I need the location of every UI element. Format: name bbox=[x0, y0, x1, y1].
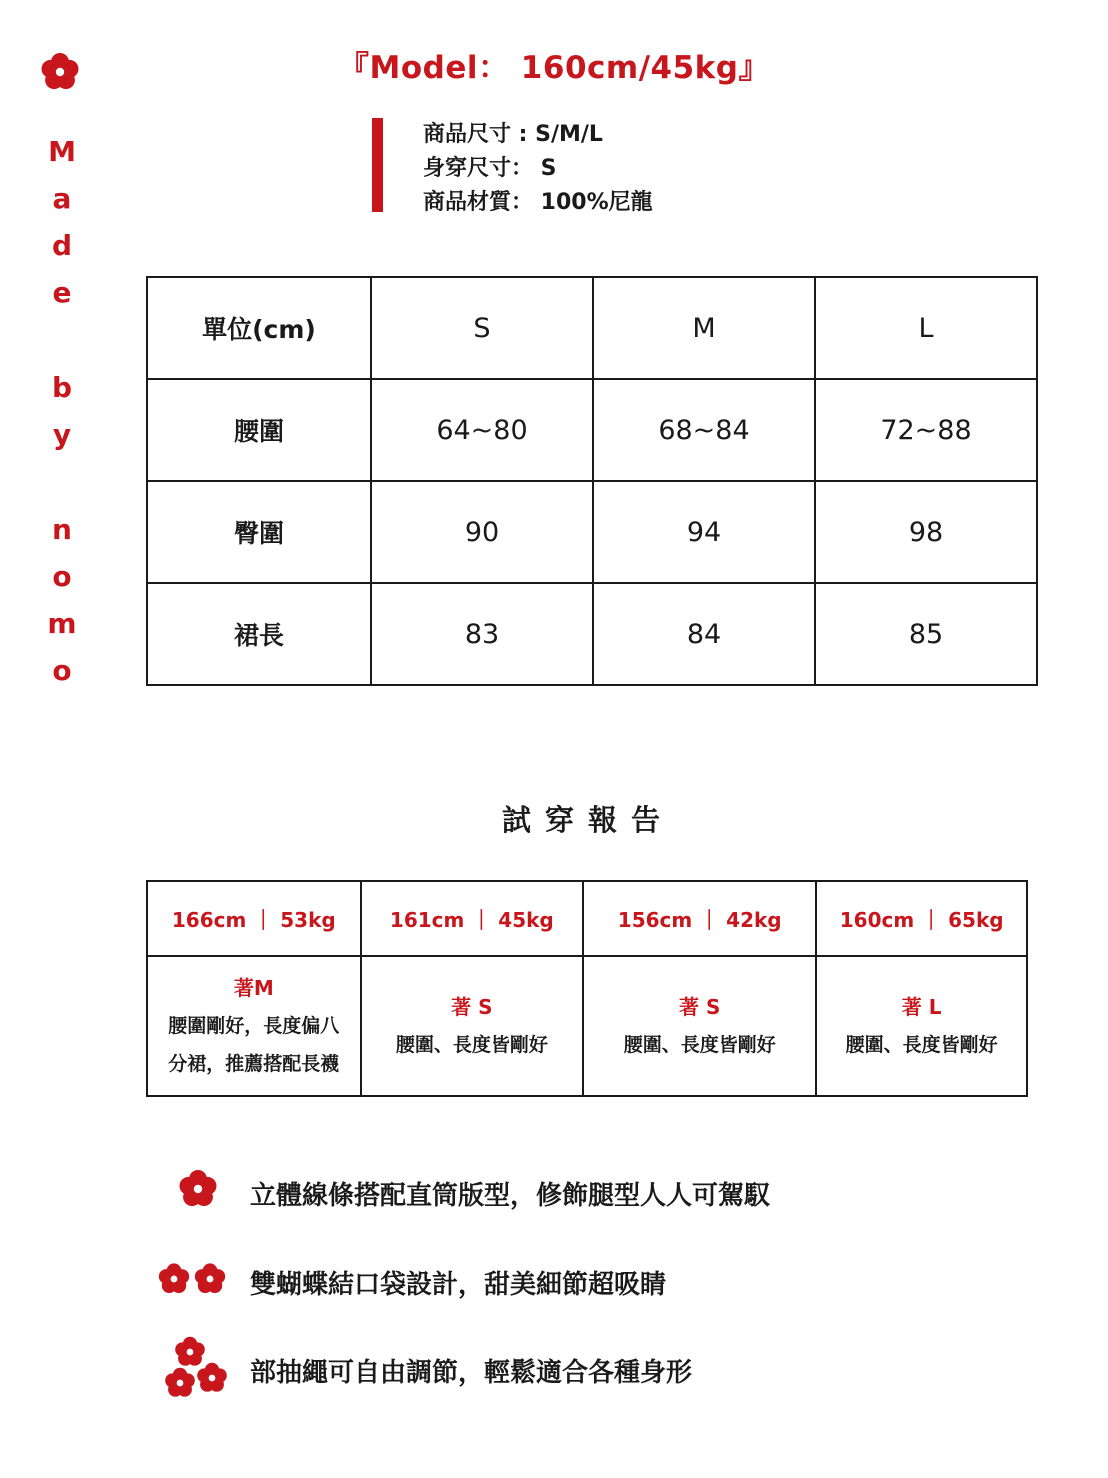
tester-comment bbox=[147, 956, 361, 1096]
table-cell: 83 bbox=[371, 583, 593, 685]
table-row bbox=[147, 481, 1037, 583]
tester-wear-size: 著 L bbox=[901, 995, 942, 1019]
size-chart-table bbox=[146, 276, 1038, 686]
table-row bbox=[147, 379, 1037, 481]
size-table-header-row bbox=[147, 277, 1037, 379]
table-cell: 72~88 bbox=[815, 379, 1037, 481]
brand-letter: b bbox=[51, 371, 73, 404]
tester-comment bbox=[361, 956, 583, 1096]
double-flower-icon bbox=[156, 1262, 230, 1296]
spec-accent-bar bbox=[372, 118, 383, 212]
brand-letter: d bbox=[51, 229, 73, 262]
brand-letter: y bbox=[52, 418, 72, 451]
comment-line: 腰圍、長度皆剛好 bbox=[395, 1034, 548, 1056]
comment-line: 腰圍、長度皆剛好 bbox=[845, 1034, 998, 1056]
spec-size: 商品尺寸 : S/M/L bbox=[423, 122, 603, 147]
tester-stats: 156cm ｜ 42kg bbox=[583, 881, 816, 956]
spec-worn-size: 身穿尺寸： S bbox=[423, 156, 557, 181]
table-cell: 84 bbox=[593, 583, 815, 685]
feature-2-text: 雙蝴蝶結口袋設計，甜美細節超吸睛 bbox=[250, 1270, 667, 1300]
size-header-s: S bbox=[371, 277, 593, 379]
tester-comment bbox=[816, 956, 1027, 1096]
table-cell: 64~80 bbox=[371, 379, 593, 481]
triple-flower-icon bbox=[163, 1332, 233, 1402]
fitting-report-table bbox=[146, 880, 1028, 1097]
table-cell: 85 bbox=[815, 583, 1037, 685]
table-cell: 68~84 bbox=[593, 379, 815, 481]
brand-letter: o bbox=[52, 560, 72, 593]
row-label-hip: 臀圍 bbox=[147, 481, 371, 583]
tester-comment bbox=[583, 956, 816, 1096]
tester-wear-size: 著M bbox=[233, 976, 274, 1000]
brand-letter: e bbox=[52, 276, 72, 309]
size-header-l: L bbox=[815, 277, 1037, 379]
comment-line: 腰圍剛好，長度偏八 bbox=[168, 1015, 340, 1037]
tester-wear-size: 著 S bbox=[451, 995, 493, 1019]
tester-stats: 166cm ｜ 53kg bbox=[147, 881, 361, 956]
row-label-waist: 腰圍 bbox=[147, 379, 371, 481]
comment-line: 腰圍、長度皆剛好 bbox=[623, 1034, 776, 1056]
brand-letter: o bbox=[52, 654, 72, 687]
tester-stats: 161cm ｜ 45kg bbox=[361, 881, 583, 956]
size-header-m: M bbox=[593, 277, 815, 379]
tester-wear-size: 著 S bbox=[679, 995, 721, 1019]
feature-3-text: 部抽繩可自由調節，輕鬆適合各種身形 bbox=[250, 1358, 693, 1388]
comment-line: 分裙，推薦搭配長襪 bbox=[168, 1053, 340, 1075]
fitting-report-title: 試穿報告 bbox=[501, 803, 674, 837]
brand-letter: m bbox=[47, 607, 77, 640]
table-cell: 94 bbox=[593, 481, 815, 583]
brand-vertical-text bbox=[40, 128, 84, 694]
tester-stats: 160cm ｜ 65kg bbox=[816, 881, 1027, 956]
model-info-heading: 『Model： 160cm/45kg』 bbox=[338, 50, 770, 86]
unit-header: 單位(cm) bbox=[147, 277, 371, 379]
single-flower-icon bbox=[178, 1169, 218, 1209]
brand-letter: M bbox=[48, 135, 76, 168]
table-cell: 98 bbox=[815, 481, 1037, 583]
report-header-row bbox=[147, 881, 1027, 956]
product-specs bbox=[423, 118, 653, 220]
row-label-length: 裙長 bbox=[147, 583, 371, 685]
brand-letter: n bbox=[52, 513, 72, 546]
table-cell: 90 bbox=[371, 481, 593, 583]
brand-letter: a bbox=[52, 182, 72, 215]
report-body-row bbox=[147, 956, 1027, 1096]
spec-material: 商品材質： 100%尼龍 bbox=[423, 190, 653, 215]
feature-1-text: 立體線條搭配直筒版型，修飾腿型人人可駕馭 bbox=[250, 1181, 771, 1211]
table-row bbox=[147, 583, 1037, 685]
